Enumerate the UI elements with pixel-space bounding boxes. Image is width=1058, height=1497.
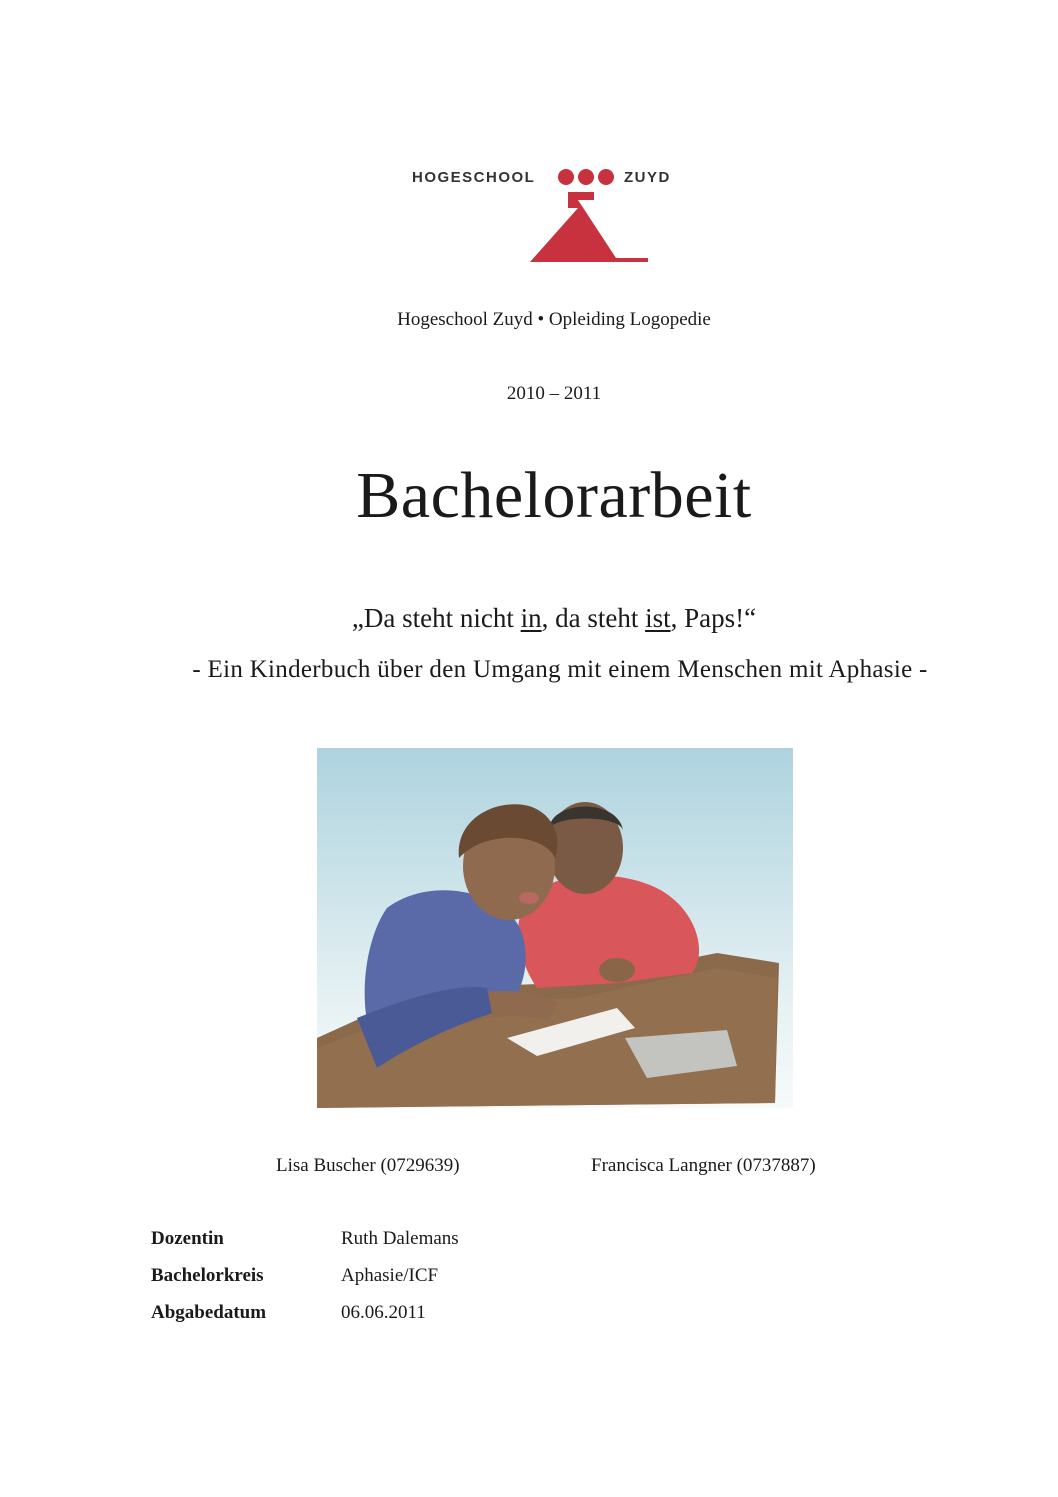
meta-row-dozentin xyxy=(151,1228,459,1250)
author-name: Francisca Langner (0737887) xyxy=(591,1155,816,1176)
meta-value: Aphasie/ICF xyxy=(341,1265,439,1286)
logo-dot xyxy=(598,169,614,185)
meta-label: Abgabedatum xyxy=(151,1302,267,1323)
author-name: Lisa Buscher (0729639) xyxy=(276,1155,460,1176)
meta-row-bachelorkreis xyxy=(151,1265,438,1287)
book-title-quote xyxy=(25,603,1058,634)
logo-dot xyxy=(558,169,574,185)
quote-part: , da steht xyxy=(541,603,646,633)
quote-part: „Da steht nicht xyxy=(351,603,521,633)
meta-value: Ruth Dalemans xyxy=(341,1228,459,1249)
academic-years: 2010 – 2011 xyxy=(506,383,602,404)
quote-part: , Paps!“ xyxy=(670,603,757,633)
school-logo xyxy=(402,148,704,270)
meta-label: Bachelorkreis xyxy=(151,1265,264,1286)
logo-mark xyxy=(530,192,648,262)
logo-left-word: HOGESCHOOL xyxy=(412,169,536,186)
quote-underlined-word: ist xyxy=(645,603,671,633)
logo-right-word: ZUYD xyxy=(624,169,671,186)
logo-dot xyxy=(578,169,594,185)
meta-row-abgabedatum xyxy=(151,1302,426,1324)
cover-illustration xyxy=(317,748,793,1108)
subtitle-tagline: - Ein Kinderbuch über den Umgang mit einem Menschen mit Aphasie - xyxy=(192,656,928,683)
institution-line: Hogeschool Zuyd • Opleiding Logopedie xyxy=(397,309,711,330)
quote-underlined-word: in xyxy=(520,603,542,633)
meta-label: Dozentin xyxy=(151,1228,224,1249)
meta-value: 06.06.2011 xyxy=(341,1302,426,1323)
page-title: Bachelorarbeit xyxy=(356,459,752,532)
